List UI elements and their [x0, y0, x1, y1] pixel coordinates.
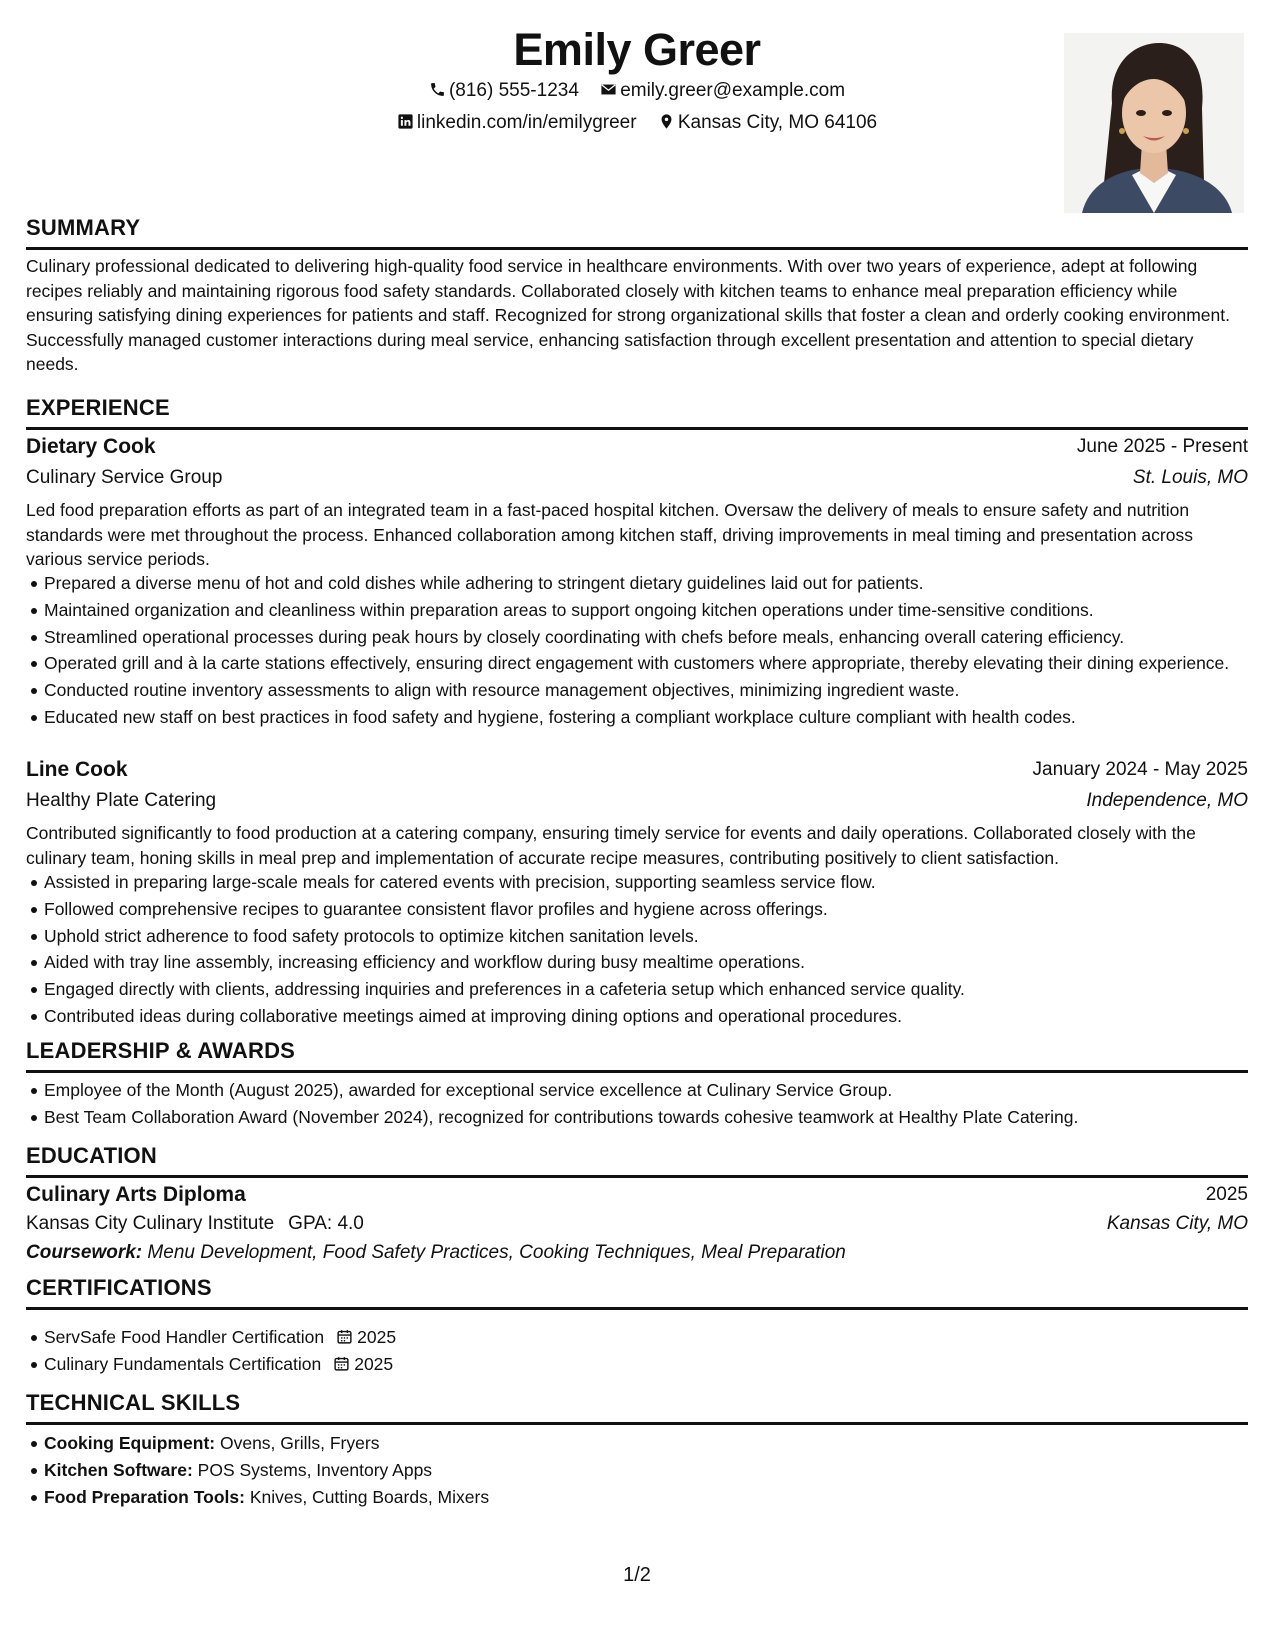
resume-page — [26, 0, 1248, 1650]
education-header — [26, 1180, 1248, 1210]
degree: Culinary Arts Diploma — [26, 1183, 246, 1206]
skill-value: POS Systems, Inventory Apps — [197, 1459, 433, 1480]
experience-heading: EXPERIENCE — [26, 393, 1248, 430]
job-1-location: St. Louis, MO — [1132, 467, 1248, 488]
list-item: Conducted routine inventory assessments to align with resource management objectives, minimizing ingredient waste. — [44, 678, 1266, 703]
job-2-role: Line Cook — [26, 758, 128, 781]
cert-name: Culinary Fundamentals Certification — [44, 1353, 322, 1374]
job-2-company: Healthy Plate Catering — [26, 790, 217, 811]
job-2-location: Independence, MO — [1086, 790, 1248, 811]
phone-icon — [429, 81, 446, 98]
certifications-heading: CERTIFICATIONS — [26, 1273, 1248, 1310]
skill-value: Ovens, Grills, Fryers — [219, 1433, 380, 1453]
summary-heading: SUMMARY — [26, 213, 1248, 250]
skills-heading: TECHNICAL SKILLS — [26, 1388, 1248, 1425]
education-heading: EDUCATION — [26, 1141, 1248, 1178]
job-1-header — [26, 432, 1248, 462]
list-item: Best Team Collaboration Award (November 2024), recognized for contributions towards cohesive teamwork at Healthy Plate Catering. — [44, 1105, 1266, 1130]
coursework — [26, 1238, 846, 1268]
envelope-icon — [600, 81, 617, 98]
linkedin-text[interactable]: linkedin.com/in/emilygreer — [416, 112, 637, 133]
job-2-header — [26, 755, 1248, 785]
list-item — [44, 1352, 1266, 1377]
awards-heading: LEADERSHIP & AWARDS — [26, 1036, 1248, 1073]
school-name: Kansas City Culinary Institute — [26, 1213, 275, 1234]
location-text: Kansas City, MO 64106 — [677, 112, 878, 133]
cert-name: ServSafe Food Handler Certification — [44, 1327, 325, 1347]
job-1-subheader — [26, 463, 1248, 493]
list-item: Maintained organization and cleanliness within preparation areas to support ongoing kitchen operations under time-sensitive conditions. — [44, 598, 1266, 623]
awards-list — [26, 1078, 1266, 1132]
job-1-dates: June 2025 - Present — [1076, 436, 1248, 457]
list-item — [44, 1485, 1266, 1510]
page-number: 1/2 — [623, 1564, 651, 1586]
list-item: Assisted in preparing large-scale meals for catered events with precision, supporting seamless service flow. — [44, 870, 1266, 895]
job-1-description: Led food preparation efforts as part of an integrated team in a fast-paced hospital kitchen. Oversaw the delivery of meals to ensure safety and nutrition standards were met throughout the process. Enhanced collaboration among kitchen staff, driving improvements in meal timing and presentation across various service periods. — [26, 500, 1193, 569]
list-item: Engaged directly with clients, addressing inquiries and preferences in a cafeteria setup which enhanced service quality. — [44, 977, 1266, 1002]
job-2-subheader — [26, 786, 1248, 816]
job-2-dates: January 2024 - May 2025 — [1032, 759, 1248, 780]
list-item: Educated new staff on best practices in food safety and hygiene, fostering a compliant workplace culture compliant with health codes. — [44, 705, 1266, 730]
location-contact — [658, 110, 877, 136]
linkedin-icon — [397, 113, 414, 130]
calendar-icon — [336, 1328, 353, 1345]
candidate-name: Emily Greer — [513, 24, 761, 75]
summary-text: Culinary professional dedicated to delivering high-quality food service in healthcare environments. With over two years of experience, adept at following recipes reliably and maintaining rigorous food safety standards. Collaborated closely with kitchen teams to enhance meal preparation efficiency while ensuring satisfying dining experiences for patients and staff. Recognized for strong organizational skills that foster a clean and orderly cooking environment. Successfully managed customer interactions during meal service, enhancing satisfaction through excellent presentation and attention to special dietary needs. — [26, 256, 1230, 374]
phone-text: (816) 555-1234 — [448, 80, 579, 101]
resume-header — [26, 22, 1248, 222]
calendar-icon — [333, 1355, 350, 1372]
list-item — [44, 1325, 1266, 1350]
cert-year: 2025 — [354, 1353, 394, 1374]
email-contact[interactable] — [600, 78, 845, 104]
skill-label: Food Preparation Tools: — [44, 1486, 245, 1507]
job-1-company: Culinary Service Group — [26, 467, 223, 488]
skills-list — [26, 1431, 1266, 1511]
gpa: GPA: 4.0 — [288, 1213, 364, 1234]
list-item: Followed comprehensive recipes to guarantee consistent flavor profiles and hygiene across offerings. — [44, 897, 1266, 922]
list-item: Employee of the Month (August 2025), awarded for exceptional service excellence at Culinary Service Group. — [44, 1078, 1266, 1103]
school-line — [26, 1209, 364, 1239]
coursework-label: Coursework: — [26, 1242, 143, 1263]
linkedin-contact[interactable] — [397, 110, 637, 136]
education-year: 2025 — [1205, 1184, 1248, 1205]
job-2-description: Contributed significantly to food production at a catering company, ensuring timely service for events and daily operations. Collaborated closely with the culinary team, honing skills in meal prep and implementation of accurate recipe measures, contributing positively to client satisfaction. — [26, 823, 1196, 868]
list-item: Contributed ideas during collaborative meetings aimed at improving dining options and operational procedures. — [44, 1004, 1266, 1029]
school-location: Kansas City, MO — [1106, 1213, 1248, 1234]
list-item — [44, 1431, 1266, 1456]
skill-label: Kitchen Software: — [44, 1459, 193, 1480]
list-item: Aided with tray line assembly, increasing efficiency and workflow during busy mealtime operations. — [44, 950, 1266, 975]
certifications-list — [26, 1325, 1266, 1379]
list-item: Streamlined operational processes during peak hours by closely coordinating with chefs before meals, enhancing overall catering efficiency. — [44, 625, 1266, 650]
profile-photo — [1064, 33, 1244, 213]
list-item — [44, 1458, 1266, 1483]
job-1-bullets — [26, 571, 1266, 732]
cert-year: 2025 — [357, 1327, 397, 1347]
list-item: Prepared a diverse menu of hot and cold dishes while adhering to stringent dietary guidelines laid out for patients. — [44, 571, 1266, 596]
map-pin-icon — [658, 113, 675, 130]
skill-label: Cooking Equipment: — [44, 1433, 216, 1453]
phone-contact — [429, 78, 579, 104]
coursework-list: Menu Development, Food Safety Practices, Cooking Techniques, Meal Preparation — [147, 1242, 846, 1263]
list-item: Operated grill and à la carte stations effectively, ensuring direct engagement with customers where appropriate, thereby elevating their dining experience. — [44, 651, 1266, 676]
job-1-role: Dietary Cook — [26, 435, 156, 458]
list-item: Uphold strict adherence to food safety protocols to optimize kitchen sanitation levels. — [44, 924, 1266, 949]
email-text[interactable]: emily.greer@example.com — [620, 80, 846, 101]
education-subheader — [26, 1209, 1248, 1239]
job-2-bullets — [26, 870, 1266, 1031]
skill-value: Knives, Cutting Boards, Mixers — [249, 1486, 490, 1507]
